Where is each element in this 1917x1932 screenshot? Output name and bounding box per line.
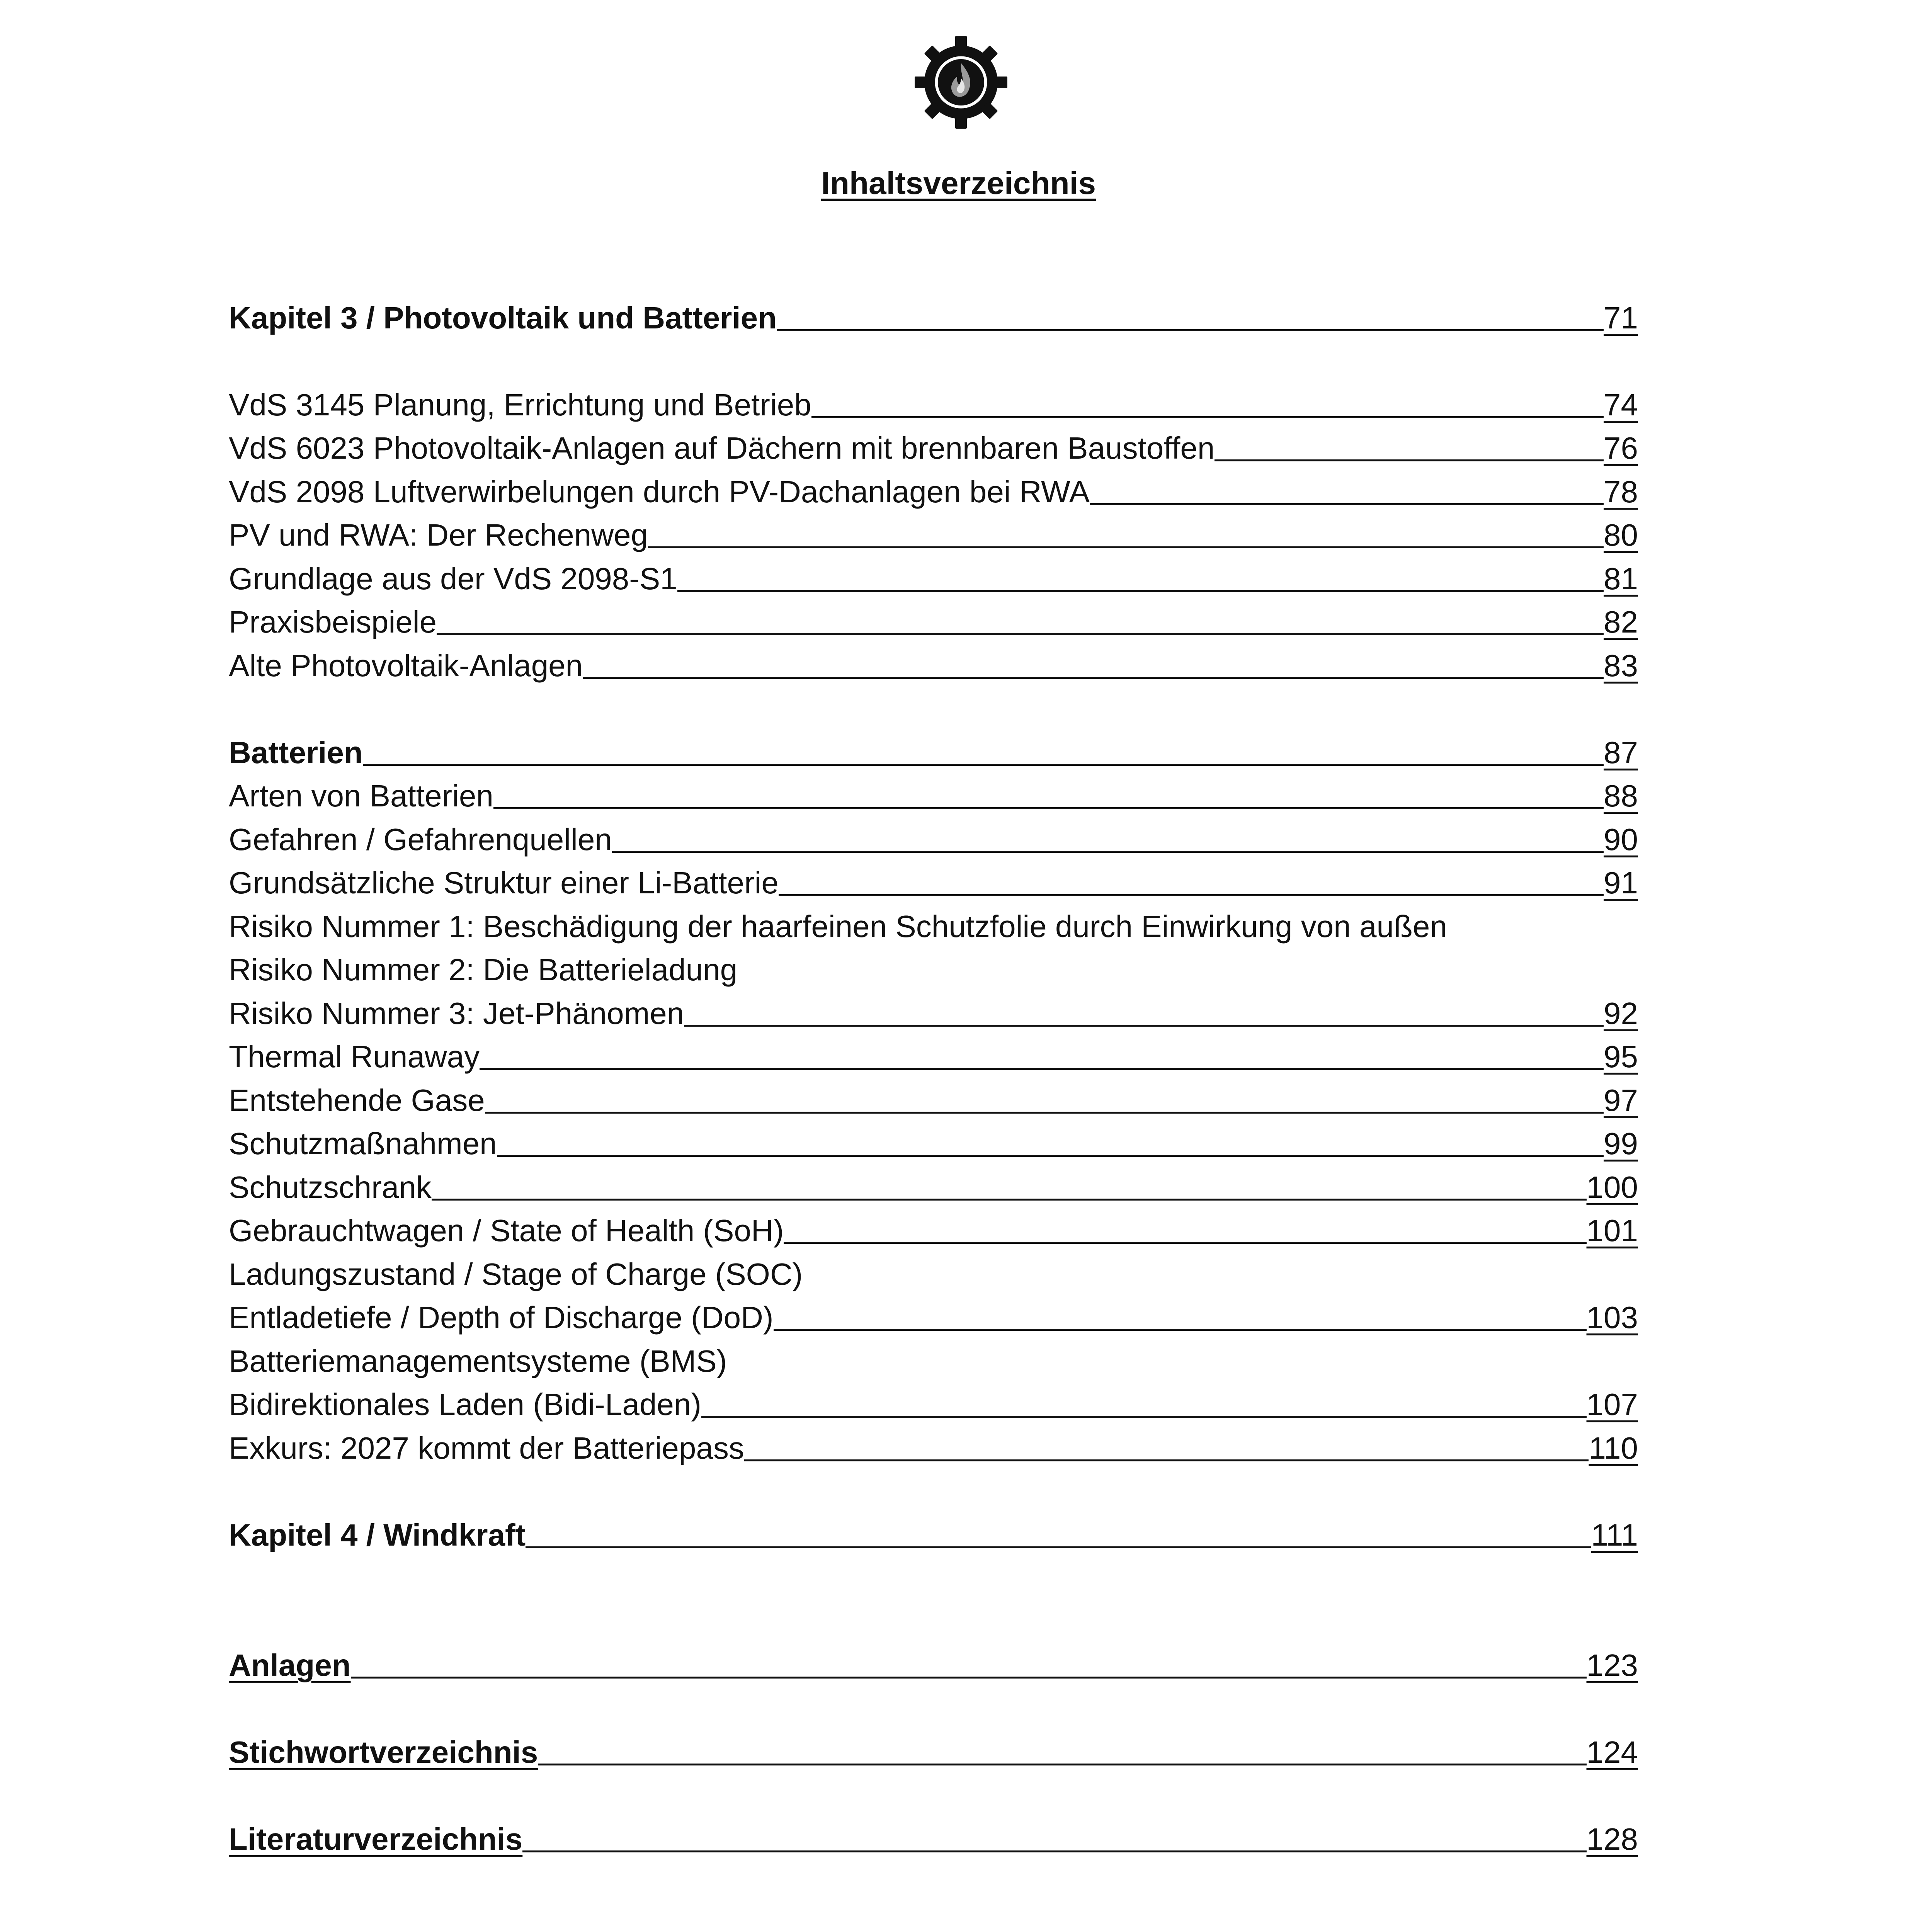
toc-entry-chapter-4[interactable]	[229, 1511, 1638, 1554]
toc-entry-page: 100	[1586, 1170, 1638, 1204]
toc-leader-line	[684, 1025, 1604, 1027]
toc-entry-label: Risiko Nummer 3: Jet-Phänomen	[229, 996, 684, 1031]
toc-entry-page: 90	[1604, 822, 1638, 857]
toc-entry-label: Risiko Nummer 2: Die Batterieladung	[229, 952, 738, 987]
toc-entry[interactable]	[229, 902, 1638, 946]
spacer	[229, 1685, 1638, 1728]
toc-entry-label: Stichwortverzeichnis	[229, 1735, 538, 1769]
toc-entry-label: Arten von Batterien	[229, 779, 493, 813]
page-title: Inhaltsverzeichnis	[821, 166, 1096, 201]
toc-leader-line	[363, 764, 1604, 766]
toc-leader-line	[648, 546, 1604, 548]
toc-entry-label: Thermal Runaway	[229, 1039, 480, 1074]
toc-entry-label: Grundsätzliche Struktur einer Li-Batterie	[229, 866, 779, 900]
toc-entry-literaturverzeichnis[interactable]	[229, 1815, 1638, 1859]
toc-entry[interactable]	[229, 511, 1638, 555]
toc-entry-label: Literaturverzeichnis	[229, 1822, 523, 1856]
toc-entry-label: Ladungszustand / Stage of Charge (SOC)	[229, 1257, 803, 1291]
toc-leader-line	[437, 633, 1604, 635]
toc-entry-label: Batteriemanagementsysteme (BMS)	[229, 1344, 727, 1378]
toc-entry[interactable]	[229, 815, 1638, 859]
toc-leader-line	[779, 894, 1604, 896]
toc-entry-label: Anlagen	[229, 1648, 351, 1682]
toc-entry[interactable]	[229, 598, 1638, 642]
toc-leader-line	[811, 416, 1604, 418]
toc-leader-line	[522, 1850, 1586, 1852]
toc-entry-label: Praxisbeispiele	[229, 605, 437, 639]
toc-entry-chapter-3[interactable]	[229, 294, 1638, 337]
toc-entry-label: Batterien	[229, 735, 363, 770]
toc-leader-line	[485, 1112, 1604, 1114]
toc-entry[interactable]	[229, 1163, 1638, 1207]
toc-entry-label: PV und RWA: Der Rechenweg	[229, 518, 648, 552]
toc-entry[interactable]	[229, 468, 1638, 511]
toc-entry-page: 124	[1586, 1735, 1638, 1769]
toc-entry-label: Gebrauchtwagen / State of Health (SoH)	[229, 1213, 784, 1248]
toc-entry-page: 81	[1604, 561, 1638, 596]
toc-leader-line	[493, 807, 1604, 809]
toc-leader-line	[777, 329, 1604, 331]
toc-entry-page: 78	[1604, 474, 1638, 509]
toc-entry-label: Grundlage aus der VdS 2098-S1	[229, 561, 677, 596]
toc-leader-line	[583, 677, 1604, 679]
toc-entry[interactable]	[229, 424, 1638, 468]
toc-leader-line	[1214, 459, 1604, 461]
spacer	[229, 1554, 1638, 1641]
toc-entry-label: VdS 6023 Photovoltaik-Anlagen auf Dächern mit brennbaren Baustoffen	[229, 431, 1215, 465]
toc-entry-anlagen[interactable]	[229, 1641, 1638, 1685]
toc-entry[interactable]	[229, 946, 1638, 990]
toc-leader-line	[784, 1242, 1586, 1244]
toc-entry-label: Entladetiefe / Depth of Discharge (DoD)	[229, 1300, 774, 1335]
toc-entry-page: 74	[1604, 387, 1638, 422]
toc-entry-label: Gefahren / Gefahrenquellen	[229, 822, 612, 857]
toc-entry[interactable]	[229, 1250, 1638, 1294]
toc-leader-line	[351, 1677, 1587, 1679]
toc-entry[interactable]	[229, 772, 1638, 816]
toc-entry-page: 110	[1589, 1430, 1638, 1465]
toc-entry-page: 91	[1604, 866, 1638, 900]
toc-entry[interactable]	[229, 1120, 1638, 1163]
spacer	[229, 685, 1638, 729]
toc-entry[interactable]	[229, 1207, 1638, 1250]
toc-entry-page: 99	[1604, 1126, 1638, 1161]
toc-entry-page: 97	[1604, 1083, 1638, 1117]
toc-leader-line	[744, 1459, 1589, 1461]
toc-entry-batterien[interactable]	[229, 728, 1638, 772]
toc-entry-label: Schutzmaßnahmen	[229, 1126, 497, 1161]
toc-entry-page: 103	[1586, 1300, 1638, 1335]
toc-entry[interactable]	[229, 1424, 1638, 1468]
toc-entry[interactable]	[229, 1337, 1638, 1381]
toc-leader-line	[432, 1199, 1587, 1201]
toc-entry-page: 87	[1604, 735, 1638, 770]
toc-entry-label: Kapitel 3 / Photovoltaik und Batterien	[229, 300, 777, 335]
toc-entry-page: 82	[1604, 605, 1638, 639]
toc-entry-stichwortverzeichnis[interactable]	[229, 1728, 1638, 1772]
toc-entry-page: 80	[1604, 518, 1638, 552]
gear-flame-icon	[913, 34, 1009, 131]
toc-entry-page: 92	[1604, 996, 1638, 1031]
toc-entry[interactable]	[229, 381, 1638, 424]
toc-entry[interactable]	[229, 989, 1638, 1033]
toc-entry[interactable]	[229, 1381, 1638, 1424]
toc-leader-line	[497, 1155, 1604, 1157]
spacer	[229, 1468, 1638, 1511]
toc-leader-line	[774, 1329, 1587, 1331]
toc-entry[interactable]	[229, 641, 1638, 685]
toc-entry-page: 101	[1586, 1213, 1638, 1248]
toc-leader-line	[1090, 503, 1604, 505]
toc-leader-line	[526, 1546, 1591, 1548]
toc-entry[interactable]	[229, 1294, 1638, 1337]
toc-entry-page: 88	[1604, 779, 1638, 813]
spacer	[229, 1772, 1638, 1815]
toc-entry-page: 83	[1604, 648, 1638, 683]
toc-entry-label: Kapitel 4 / Windkraft	[229, 1517, 526, 1552]
toc-entry[interactable]	[229, 1076, 1638, 1120]
toc-entry-label: VdS 3145 Planung, Errichtung und Betrieb	[229, 387, 811, 422]
toc-entry-page: 95	[1604, 1039, 1638, 1074]
toc-leader-line	[701, 1416, 1587, 1418]
toc-entry-label: Bidirektionales Laden (Bidi-Laden)	[229, 1387, 701, 1422]
spacer	[229, 337, 1638, 381]
toc-entry-page: 71	[1604, 300, 1638, 335]
toc-entry-label: Schutzschrank	[229, 1170, 432, 1204]
toc-entry[interactable]	[229, 1033, 1638, 1077]
toc-entry-label: Entstehende Gase	[229, 1083, 485, 1117]
table-of-contents	[229, 294, 1638, 1859]
toc-entry[interactable]	[229, 554, 1638, 598]
toc-entry-label: Exkurs: 2027 kommt der Batteriepass	[229, 1430, 744, 1465]
toc-leader-line	[677, 590, 1604, 592]
toc-leader-line	[538, 1764, 1586, 1765]
toc-entry-page: 128	[1586, 1822, 1638, 1856]
toc-entry-page: 123	[1586, 1648, 1638, 1682]
toc-leader-line	[612, 851, 1604, 853]
toc-entry-page: 111	[1591, 1517, 1638, 1552]
toc-entry-label: Alte Photovoltaik-Anlagen	[229, 648, 583, 683]
toc-entry[interactable]	[229, 859, 1638, 903]
toc-entry-label: VdS 2098 Luftverwirbelungen durch PV-Dachanlagen bei RWA	[229, 474, 1090, 509]
toc-leader-line	[480, 1068, 1604, 1070]
toc-entry-label: Risiko Nummer 1: Beschädigung der haarfeinen Schutzfolie durch Einwirkung von außen	[229, 909, 1447, 944]
toc-entry-page: 107	[1586, 1387, 1638, 1422]
toc-entry-page: 76	[1604, 431, 1638, 465]
